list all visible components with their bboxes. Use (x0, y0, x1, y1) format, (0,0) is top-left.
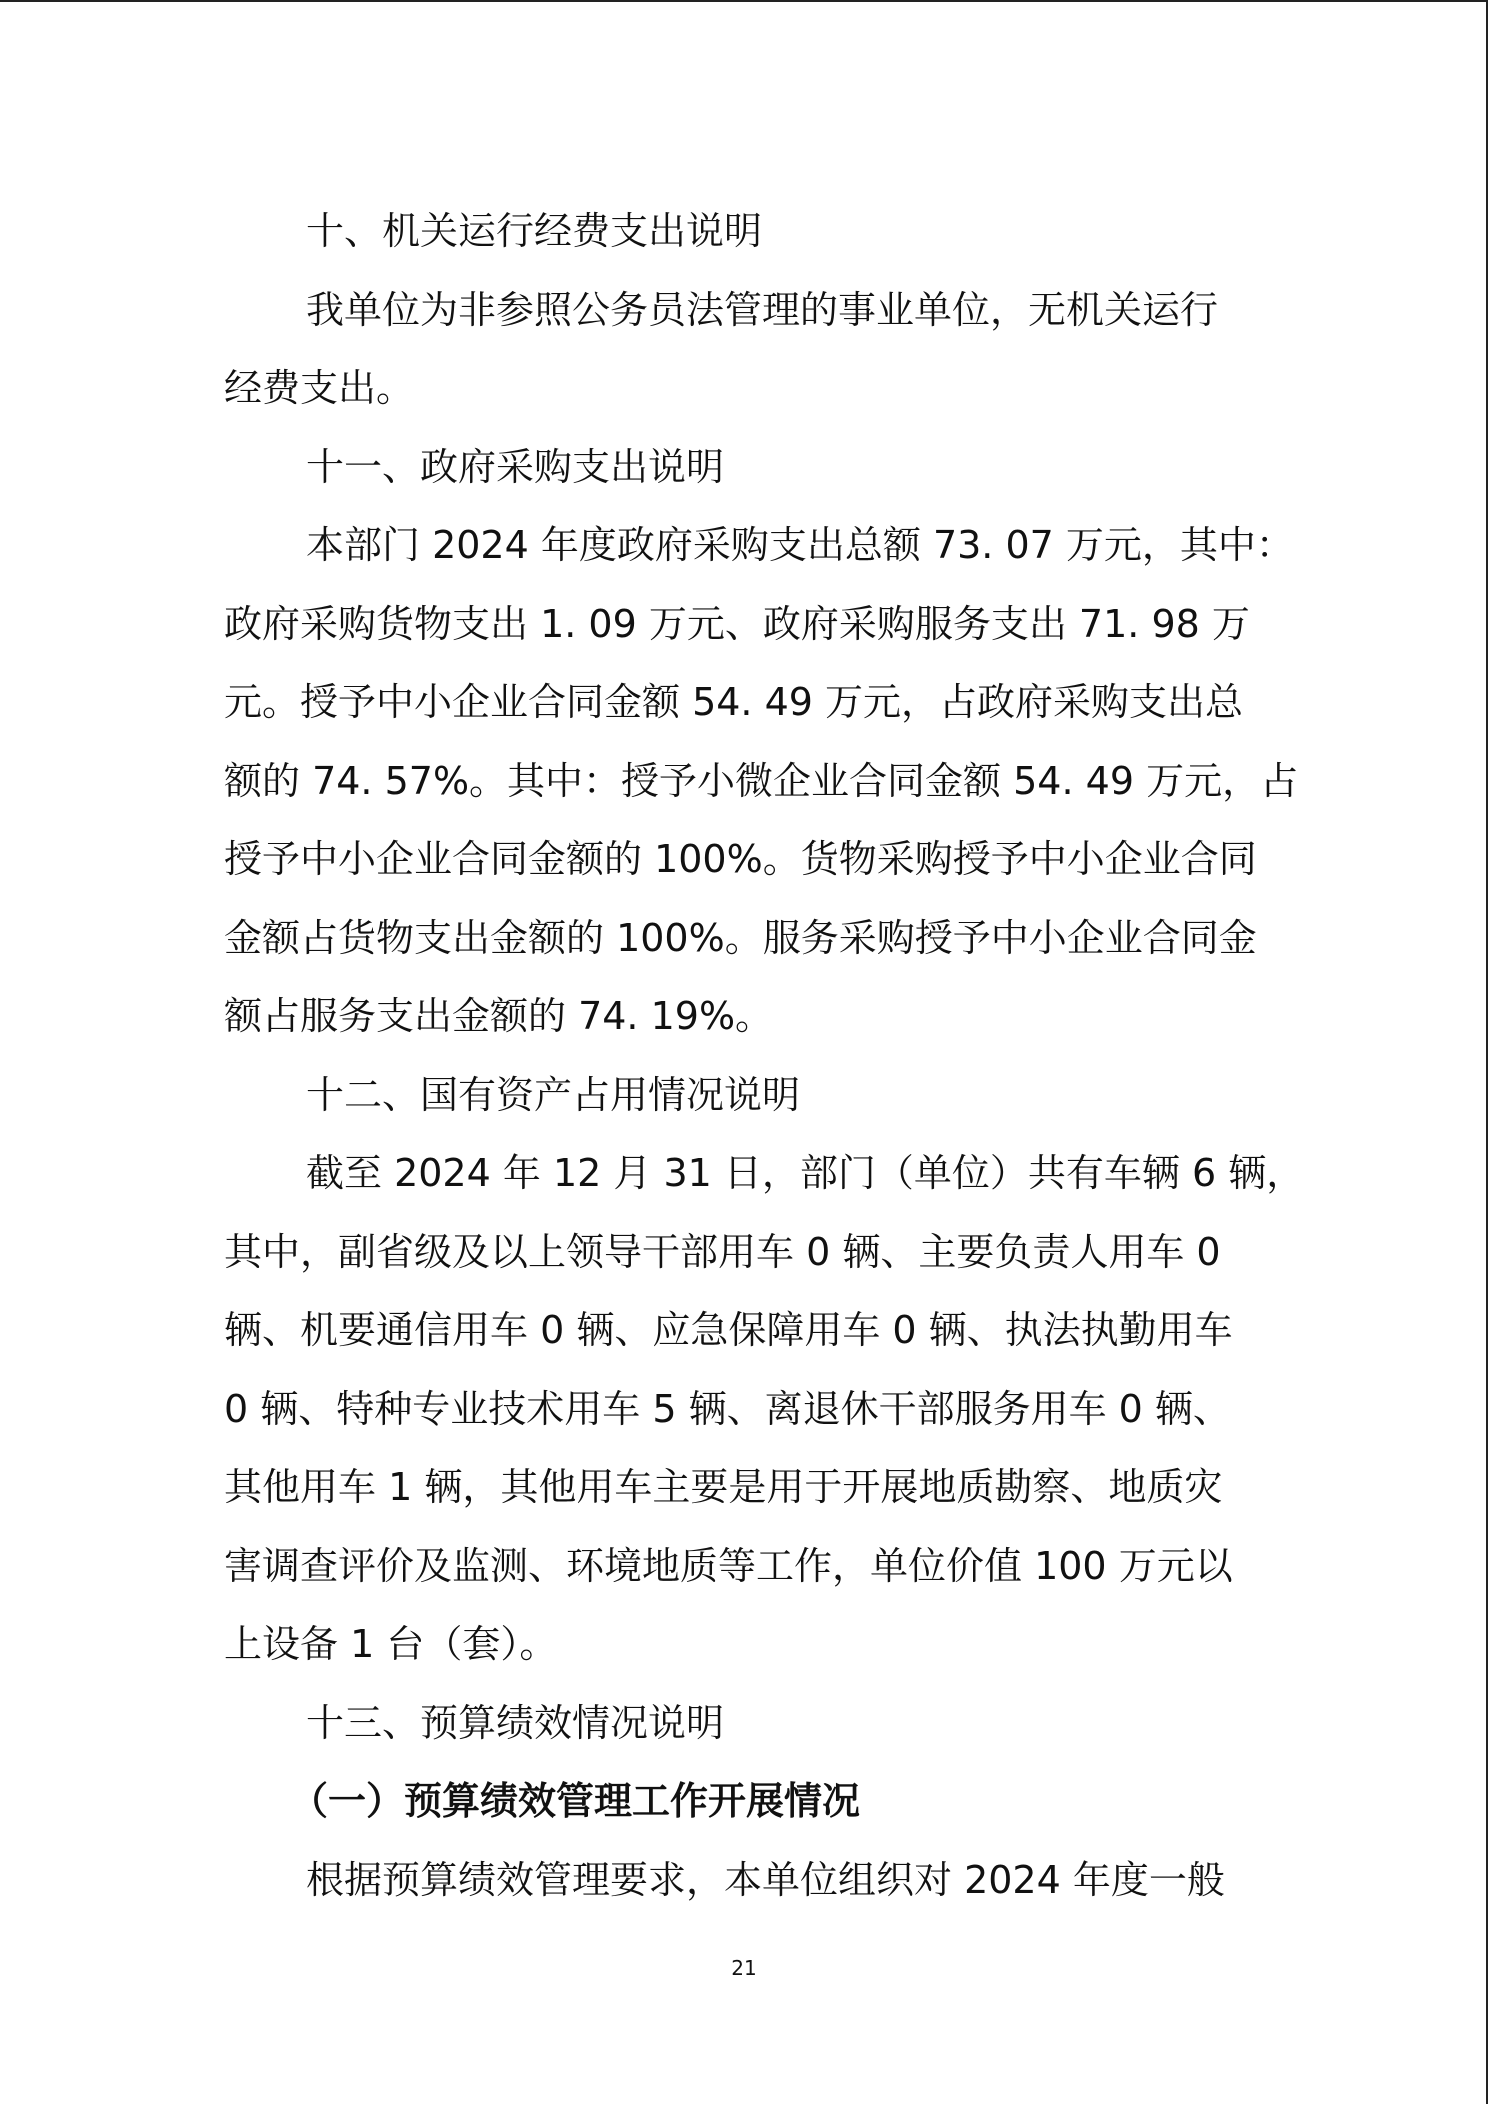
section-heading-11: 十一、政府采购支出说明 (306, 444, 725, 489)
section-heading-13: 十三、预算绩效情况说明 (306, 1700, 725, 1745)
paragraph-line: 政府采购货物支出 1. 09 万元、政府采购服务支出 71. 98 万 (224, 601, 1250, 646)
paragraph-line: 经费支出。 (224, 366, 415, 410)
paragraph-line: 额的 74. 57%。其中：授予小微企业合同金额 54. 49 万元，占 (224, 758, 1299, 803)
paragraph-line: 上设备 1 台（套）。 (224, 1622, 558, 1666)
paragraph-line: 额占服务支出金额的 74. 19%。 (224, 994, 774, 1038)
paragraph-line: 辆、机要通信用车 0 辆、应急保障用车 0 辆、执法执勤用车 (224, 1308, 1233, 1352)
page-number: 21 (731, 1956, 757, 1980)
paragraph-line: 金额占货物支出金额的 100%。服务采购授予中小企业合同金 (224, 915, 1257, 960)
paragraph-line: 本部门 2024 年度政府采购支出总额 73. 07 万元，其中： (306, 523, 1294, 567)
subsection-heading: （一）预算绩效管理工作开展情况 (290, 1779, 861, 1823)
document-body (224, 192, 1305, 1919)
paragraph-line: 害调查评价及监测、环境地质等工作，单位价值 100 万元以 (224, 1543, 1233, 1588)
paragraph-line: 我单位为非参照公务员法管理的事业单位，无机关运行 (306, 287, 1219, 332)
paragraph-line: 元。授予中小企业合同金额 54. 49 万元，占政府采购支出总 (224, 680, 1244, 724)
section-heading-10: 十、机关运行经费支出说明 (306, 209, 763, 253)
paragraph-line: 根据预算绩效管理要求，本单位组织对 2024 年度一般 (306, 1857, 1225, 1902)
paragraph-line: 其中，副省级及以上领导干部用车 0 辆、主要负责人用车 0 (224, 1229, 1221, 1274)
section-heading-12: 十二、国有资产占用情况说明 (306, 1072, 801, 1117)
paragraph-line: 截至 2024 年 12 月 31 日，部门（单位）共有车辆 6 辆， (306, 1151, 1305, 1195)
paragraph-line: 其他用车 1 辆，其他用车主要是用于开展地质勘察、地质灾 (224, 1465, 1223, 1509)
paragraph-line: 0 辆、特种专业技术用车 5 辆、离退休干部服务用车 0 辆、 (224, 1386, 1231, 1431)
paragraph-line: 授予中小企业合同金额的 100%。货物采购授予中小企业合同 (224, 837, 1257, 881)
